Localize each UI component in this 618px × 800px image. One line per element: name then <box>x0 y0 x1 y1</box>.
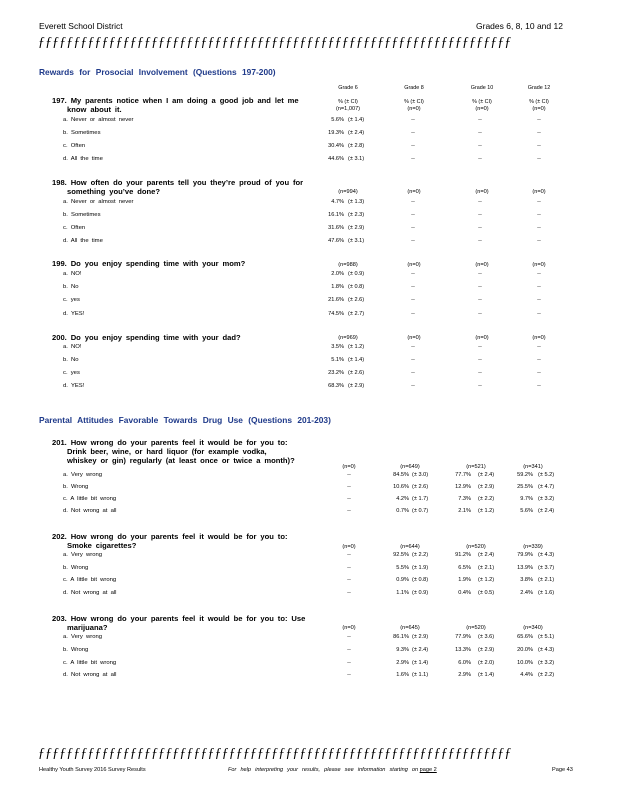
percent-value: 10.6% <box>393 484 409 490</box>
response-option: a. NO! <box>63 344 82 350</box>
question-line: 198. How often do your parents tell you they’re proud of you for <box>52 178 304 187</box>
response-option: c. Often <box>63 225 86 231</box>
confidence-interval: (± 2.2) <box>412 552 429 558</box>
response-option: b. No <box>63 284 79 290</box>
no-data-dash: -- <box>347 577 351 583</box>
no-data-dash: -- <box>347 496 351 502</box>
question-line: know about it. <box>67 105 122 115</box>
no-data-dash: -- <box>537 271 541 277</box>
percent-value: 20.0% <box>517 647 533 653</box>
response-option: b. No <box>63 357 79 363</box>
percent-value: 0.7% <box>396 508 409 514</box>
response-option: c. A little bit wrong <box>63 577 117 583</box>
no-data-dash: -- <box>537 383 541 389</box>
bottom-separator: ƒƒƒƒƒƒƒƒƒƒƒƒƒƒƒƒƒƒƒƒƒƒƒƒƒƒƒƒƒƒƒƒƒƒƒƒƒƒƒƒƒƒƒƒƒƒƒƒƒƒƒƒƒƒƒƒƒƒƒƒƒƒƒƒƒƒƒ <box>38 745 512 760</box>
question-line: marijuana? <box>67 623 108 633</box>
grade-12-header <box>509 85 569 91</box>
percent-value: 74.5% <box>328 311 344 317</box>
no-data-dash: -- <box>347 508 351 514</box>
question-line: whiskey or gin) regularly (at least once or twice a month)? <box>67 456 295 466</box>
n-count: (n=0) <box>475 335 489 341</box>
response-option: c. yes <box>63 297 80 303</box>
percent-value: 21.6% <box>328 297 344 303</box>
no-data-dash: -- <box>478 344 482 350</box>
confidence-interval: (± 5.1) <box>538 634 555 640</box>
no-data-dash: -- <box>347 590 351 596</box>
confidence-interval: (± 1.2) <box>348 344 365 350</box>
confidence-interval: (± 3.2) <box>538 660 555 666</box>
percent-value: 77.7% <box>455 472 471 478</box>
percent-value: 13.3% <box>455 647 471 653</box>
confidence-interval: (± 2.7) <box>348 311 365 317</box>
percent-value: 84.5% <box>393 472 409 478</box>
no-data-dash: -- <box>537 344 541 350</box>
percent-value: 86.1% <box>393 634 409 640</box>
footer-help-text <box>228 767 437 773</box>
percent-value: 2.4% <box>520 590 533 596</box>
percent-value: 59.2% <box>517 472 533 478</box>
percent-value: 10.0% <box>517 660 533 666</box>
confidence-interval: (± 2.6) <box>348 297 365 303</box>
response-option: a. Never or almost never <box>63 199 134 205</box>
no-data-dash: -- <box>411 311 415 317</box>
response-option: a. Very wrong <box>63 552 103 558</box>
no-data-dash: -- <box>478 370 482 376</box>
percent-value: 77.9% <box>455 634 471 640</box>
metric-header-g12: % (± CI) <box>529 99 549 105</box>
section-title-parental-attitudes: Parental Attitudes Favorable Towards Drug Use (Questions 201-203) <box>39 415 331 425</box>
percent-value: 5.5% <box>396 565 409 571</box>
response-option: b. Wrong <box>63 565 89 571</box>
confidence-interval: (± 1.2) <box>478 577 495 583</box>
confidence-interval: (± 1.4) <box>348 357 365 363</box>
no-data-dash: -- <box>478 156 482 162</box>
confidence-interval: (± 2.6) <box>348 370 365 376</box>
confidence-interval: (± 1.6) <box>538 590 555 596</box>
n-count: (n=0) <box>407 335 421 341</box>
n-count: (n=0) <box>475 262 489 268</box>
percent-value: 1.9% <box>458 577 471 583</box>
footer-survey-label: Healthy Youth Survey 2016 Survey Results <box>39 767 146 773</box>
percent-value: 12.9% <box>455 484 471 490</box>
confidence-interval: (± 4.7) <box>538 484 555 490</box>
percent-value: 1.8% <box>331 284 344 290</box>
question-line: something you’ve done? <box>67 187 161 197</box>
percent-value: 23.2% <box>328 370 344 376</box>
percent-value: 5.1% <box>331 357 344 363</box>
no-data-dash: -- <box>537 130 541 136</box>
no-data-dash: -- <box>411 238 415 244</box>
district-name: Everett School District <box>39 21 123 31</box>
no-data-dash: -- <box>411 271 415 277</box>
response-option: c. yes <box>63 370 80 376</box>
grades-label: Grades 6, 8, 10 and 12 <box>476 21 563 31</box>
confidence-interval: (± 0.5) <box>478 590 495 596</box>
percent-value: 68.3% <box>328 383 344 389</box>
percent-value: 44.6% <box>328 156 344 162</box>
percent-value: 30.4% <box>328 143 344 149</box>
confidence-interval: (± 2.4) <box>412 647 429 653</box>
response-option: a. NO! <box>63 271 82 277</box>
percent-value: 9.3% <box>396 647 409 653</box>
question-line: 197. My parents notice when I am doing a good job and let me <box>52 96 299 105</box>
no-data-dash: -- <box>411 143 415 149</box>
question-203 <box>52 614 305 632</box>
section-title-rewards: Rewards for Prosocial Involvement (Questions 197-200) <box>39 67 276 77</box>
n-count: (n=994) <box>338 189 358 195</box>
question-198 <box>52 178 303 196</box>
no-data-dash: -- <box>478 297 482 303</box>
percent-value: 13.9% <box>517 565 533 571</box>
confidence-interval: (± 2.1) <box>478 565 495 571</box>
percent-value: 5.6% <box>331 117 344 123</box>
percent-value: 2.9% <box>396 660 409 666</box>
response-option: d. YES! <box>63 383 85 389</box>
no-data-dash: -- <box>411 297 415 303</box>
confidence-interval: (± 3.6) <box>478 634 495 640</box>
n-count: (n=0) <box>532 189 546 195</box>
response-option: b. Wrong <box>63 484 89 490</box>
metric-header-g10: % (± CI) <box>472 99 492 105</box>
question-197 <box>52 96 299 114</box>
confidence-interval: (± 3.1) <box>348 156 365 162</box>
page-2-link[interactable]: page 2 <box>419 767 437 773</box>
no-data-dash: -- <box>411 117 415 123</box>
response-option: c. A little bit wrong <box>63 660 117 666</box>
n-count: (n=988) <box>338 262 358 268</box>
confidence-interval: (± 3.0) <box>412 472 429 478</box>
response-option: a. Very wrong <box>63 634 103 640</box>
n-count: (n=0) <box>342 625 356 631</box>
percent-value: 25.5% <box>517 484 533 490</box>
response-option: a. Very wrong <box>63 472 103 478</box>
confidence-interval: (± 1.2) <box>478 508 495 514</box>
confidence-interval: (± 0.8) <box>348 284 365 290</box>
confidence-interval: (± 2.2) <box>478 496 495 502</box>
no-data-dash: -- <box>537 225 541 231</box>
confidence-interval: (± 0.9) <box>348 271 365 277</box>
top-separator: ƒƒƒƒƒƒƒƒƒƒƒƒƒƒƒƒƒƒƒƒƒƒƒƒƒƒƒƒƒƒƒƒƒƒƒƒƒƒƒƒƒƒƒƒƒƒƒƒƒƒƒƒƒƒƒƒƒƒƒƒƒƒƒƒƒƒƒ <box>38 34 512 49</box>
n-count: (n=340) <box>523 625 543 631</box>
percent-value: 4.4% <box>520 672 533 678</box>
response-option: d. Not wrong at all <box>63 508 117 514</box>
confidence-interval: (± 2.1) <box>538 577 555 583</box>
no-data-dash: -- <box>478 383 482 389</box>
no-data-dash: -- <box>537 199 541 205</box>
confidence-interval: (± 2.0) <box>478 660 495 666</box>
no-data-dash: -- <box>411 199 415 205</box>
confidence-interval: (± 0.7) <box>412 508 429 514</box>
no-data-dash: -- <box>537 117 541 123</box>
grade-12-label: Grade 12 <box>527 85 551 91</box>
footer-help-sentence: For help interpreting your results, please see information starting on <box>228 767 419 773</box>
n-count: (n=339) <box>523 544 543 550</box>
no-data-dash: -- <box>537 284 541 290</box>
no-data-dash: -- <box>537 143 541 149</box>
percent-value: 0.4% <box>458 590 471 596</box>
no-data-dash: -- <box>537 212 541 218</box>
percent-value: 1.1% <box>396 590 409 596</box>
confidence-interval: (± 2.9) <box>412 634 429 640</box>
confidence-interval: (± 1.4) <box>478 672 495 678</box>
percent-value: 3.5% <box>331 344 344 350</box>
confidence-interval: (± 2.3) <box>348 212 365 218</box>
no-data-dash: -- <box>347 647 351 653</box>
no-data-dash: -- <box>347 660 351 666</box>
no-data-dash: -- <box>347 634 351 640</box>
confidence-interval: (± 4.3) <box>538 552 555 558</box>
percent-value: 79.9% <box>517 552 533 558</box>
n-count: (n=0) <box>407 106 421 112</box>
percent-value: 5.6% <box>520 508 533 514</box>
response-option: d. YES! <box>63 311 85 317</box>
response-option: b. Sometimes <box>63 212 101 218</box>
no-data-dash: -- <box>411 225 415 231</box>
no-data-dash: -- <box>411 130 415 136</box>
response-option: d. Not wrong at all <box>63 672 117 678</box>
question-199 <box>52 259 245 268</box>
question-line: Drink beer, wine, or hard liquor (for example vodka, <box>67 447 267 457</box>
no-data-dash: -- <box>478 212 482 218</box>
confidence-interval: (± 2.9) <box>348 225 365 231</box>
confidence-interval: (± 1.4) <box>348 117 365 123</box>
percent-value: 65.6% <box>517 634 533 640</box>
percent-value: 1.6% <box>396 672 409 678</box>
response-option: c. A little bit wrong <box>63 496 117 502</box>
percent-value: 47.6% <box>328 238 344 244</box>
grade-10-label: Grade 10 <box>470 85 494 91</box>
n-count: (n=0) <box>475 106 489 112</box>
percent-value: 2.1% <box>458 508 471 514</box>
n-count: (n=521) <box>466 464 486 470</box>
n-count: (n=0) <box>407 189 421 195</box>
n-count: (n=520) <box>466 544 486 550</box>
confidence-interval: (± 3.7) <box>538 565 555 571</box>
confidence-interval: (± 2.4) <box>538 508 555 514</box>
no-data-dash: -- <box>478 143 482 149</box>
confidence-interval: (± 2.6) <box>412 484 429 490</box>
no-data-dash: -- <box>411 212 415 218</box>
n-count: (n=0) <box>532 262 546 268</box>
question-line: 203. How wrong do your parents feel it would be for you to: Use <box>52 614 306 623</box>
confidence-interval: (± 1.4) <box>412 660 429 666</box>
no-data-dash: -- <box>537 311 541 317</box>
confidence-interval: (± 0.8) <box>412 577 429 583</box>
confidence-interval: (± 3.1) <box>348 238 365 244</box>
confidence-interval: (± 2.4) <box>478 472 495 478</box>
percent-value: 4.7% <box>331 199 344 205</box>
no-data-dash: -- <box>478 311 482 317</box>
response-option: d. All the time <box>63 156 103 162</box>
no-data-dash: -- <box>537 156 541 162</box>
percent-value: 2.0% <box>331 271 344 277</box>
no-data-dash: -- <box>478 117 482 123</box>
no-data-dash: -- <box>478 271 482 277</box>
no-data-dash: -- <box>347 472 351 478</box>
no-data-dash: -- <box>478 130 482 136</box>
no-data-dash: -- <box>411 383 415 389</box>
percent-value: 3.8% <box>520 577 533 583</box>
n-count: (n=0) <box>532 106 546 112</box>
no-data-dash: -- <box>411 284 415 290</box>
grade-8-label: Grade 8 <box>404 85 424 91</box>
no-data-dash: -- <box>411 344 415 350</box>
n-count: (n=969) <box>338 335 358 341</box>
no-data-dash: -- <box>478 284 482 290</box>
no-data-dash: -- <box>347 552 351 558</box>
confidence-interval: (± 1.3) <box>348 199 365 205</box>
no-data-dash: -- <box>411 357 415 363</box>
percent-value: 0.9% <box>396 577 409 583</box>
no-data-dash: -- <box>537 238 541 244</box>
confidence-interval: (± 2.9) <box>348 383 365 389</box>
percent-value: 9.7% <box>520 496 533 502</box>
percent-value: 19.3% <box>328 130 344 136</box>
no-data-dash: -- <box>478 238 482 244</box>
question-line: Smoke cigarettes? <box>67 541 137 551</box>
confidence-interval: (± 0.9) <box>412 590 429 596</box>
no-data-dash: -- <box>411 370 415 376</box>
confidence-interval: (± 2.4) <box>348 130 365 136</box>
percent-value: 7.3% <box>458 496 471 502</box>
grade-6-header <box>318 85 378 91</box>
question-line: 200. Do you enjoy spending time with your dad? <box>52 333 241 342</box>
n-count: (n=0) <box>475 189 489 195</box>
response-option: b. Wrong <box>63 647 89 653</box>
confidence-interval: (± 1.1) <box>412 672 429 678</box>
no-data-dash: -- <box>537 357 541 363</box>
response-option: c. Often <box>63 143 86 149</box>
confidence-interval: (± 2.2) <box>538 672 555 678</box>
confidence-interval: (± 2.9) <box>478 484 495 490</box>
confidence-interval: (± 1.9) <box>412 565 429 571</box>
response-option: d. Not wrong at all <box>63 590 117 596</box>
response-option: b. Sometimes <box>63 130 101 136</box>
grade-8-header <box>384 85 444 91</box>
n-count: (n=644) <box>400 544 420 550</box>
no-data-dash: -- <box>347 565 351 571</box>
metric-header-g8: % (± CI) <box>404 99 424 105</box>
percent-value: 6.0% <box>458 660 471 666</box>
no-data-dash: -- <box>347 672 351 678</box>
no-data-dash: -- <box>537 370 541 376</box>
question-202 <box>52 532 288 550</box>
n-count: (n=645) <box>400 625 420 631</box>
percent-value: 6.5% <box>458 565 471 571</box>
confidence-interval: (± 2.9) <box>478 647 495 653</box>
question-line: 199. Do you enjoy spending time with your mom? <box>52 259 246 268</box>
confidence-interval: (± 5.2) <box>538 472 555 478</box>
percent-value: 92.5% <box>393 552 409 558</box>
response-option: a. Never or almost never <box>63 117 134 123</box>
question-201 <box>52 438 295 465</box>
no-data-dash: -- <box>478 199 482 205</box>
response-option: d. All the time <box>63 238 103 244</box>
n-count: (n=520) <box>466 625 486 631</box>
n-count: (n=341) <box>523 464 543 470</box>
question-line: 202. How wrong do your parents feel it would be for you to: <box>52 532 288 541</box>
no-data-dash: -- <box>411 156 415 162</box>
question-200 <box>52 333 241 342</box>
no-data-dash: -- <box>347 484 351 490</box>
n-count: (n=0) <box>532 335 546 341</box>
grade-6-label: Grade 6 <box>338 85 358 91</box>
confidence-interval: (± 4.3) <box>538 647 555 653</box>
confidence-interval: (± 1.7) <box>412 496 429 502</box>
page-number: Page 43 <box>552 767 573 773</box>
metric-header-g6: % (± CI) <box>338 99 358 105</box>
no-data-dash: -- <box>478 357 482 363</box>
percent-value: 31.6% <box>328 225 344 231</box>
percent-value: 4.2% <box>396 496 409 502</box>
n-count: (n=0) <box>342 464 356 470</box>
confidence-interval: (± 2.4) <box>478 552 495 558</box>
n-count: (n=0) <box>342 544 356 550</box>
n-count: (n=649) <box>400 464 420 470</box>
question-line: 201. How wrong do your parents feel it would be for you to: <box>52 438 288 447</box>
grade-10-header <box>452 85 512 91</box>
percent-value: 91.2% <box>455 552 471 558</box>
percent-value: 2.9% <box>458 672 471 678</box>
n-count: (n=0) <box>407 262 421 268</box>
n-count: (n=1,007) <box>335 106 361 112</box>
confidence-interval: (± 3.2) <box>538 496 555 502</box>
no-data-dash: -- <box>478 225 482 231</box>
percent-value: 16.1% <box>328 212 344 218</box>
no-data-dash: -- <box>537 297 541 303</box>
confidence-interval: (± 2.8) <box>348 143 365 149</box>
